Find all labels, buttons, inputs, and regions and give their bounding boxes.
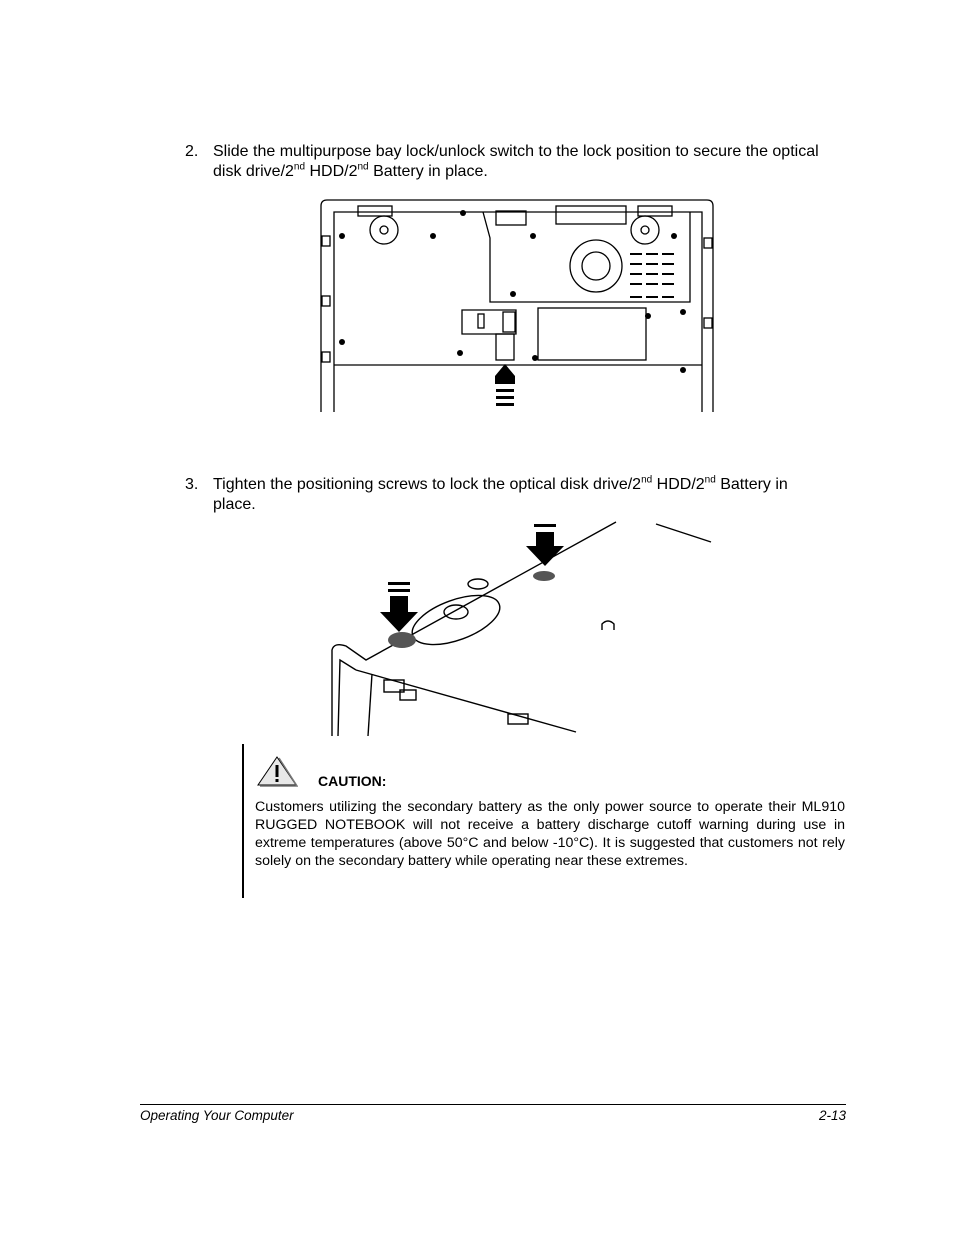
bay-lock-switch-illustration (318, 198, 716, 414)
positioning-screws-illustration (326, 520, 718, 736)
caution-title: CAUTION: (318, 773, 387, 789)
caution-body: Customers utilizing the secondary battery as the only power source to operate their ML910 RUGGED NOTEBOOK will not receive a battery discharge cutoff warning during use in extreme temperatures (above 50°C and below -10°C). It is suggested that customers not rely solely on the secondary battery while operating near these extremes. (255, 799, 845, 869)
footer-section-title: Operating Your Computer (140, 1108, 294, 1123)
step-text: Tighten the positioning screws to lock the optical disk drive/2nd HDD/2nd Battery in place. (213, 474, 788, 513)
warning-triangle-icon (256, 754, 298, 788)
step-number: 2. (185, 143, 199, 160)
step-text: Slide the multipurpose bay lock/unlock switch to the lock position to secure the optical disk drive/2nd HDD/2nd Battery in place. (213, 143, 819, 180)
step-number: 3. (185, 476, 199, 493)
footer-divider (140, 1104, 846, 1105)
caution-note (242, 744, 848, 898)
footer-page-number: 2-13 (818, 1108, 846, 1123)
